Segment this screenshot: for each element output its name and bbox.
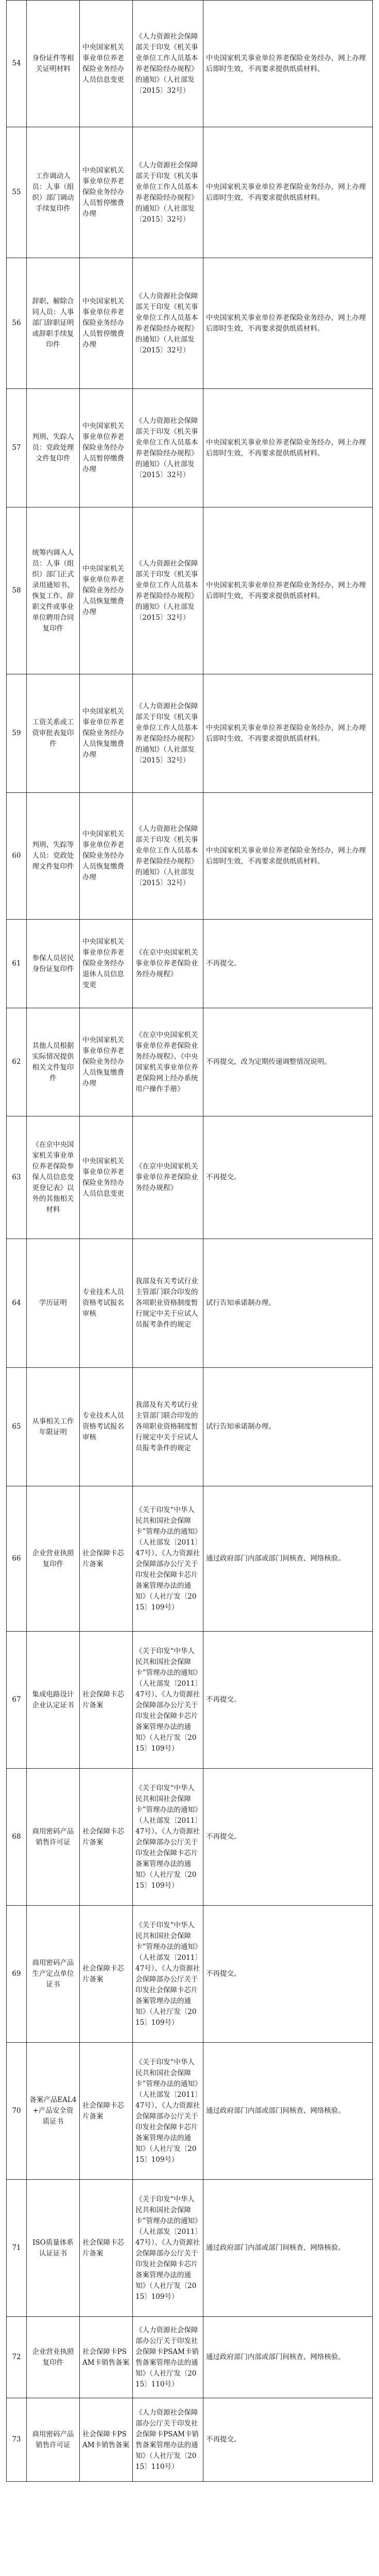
legal-basis-cell: 《在京中央国家机关事业单位养老保险业务经办规程》 [133,1116,203,1239]
handling-method-cell: 不再提交。 [203,1632,373,1769]
row-number-cell: 73 [7,2398,27,2482]
table-row [7,258,373,389]
table-row [7,1,373,127]
material-name-cell: 判刑、失踪等人员：党政处理文件复印件 [27,793,80,920]
service-item-cell: 社会保障卡芯片备案 [80,1486,133,1632]
legal-basis-cell: 《人力资源社会保障部关于印发《机关事业单位工作人员基本养老保险经办规程》的通知》（人社部发〔2015〕32号） [133,793,203,920]
material-name-cell: 参保人员居民身份证复印件 [27,920,80,1008]
material-name-cell: 其他人员根据实际情况提供相关文件复印件 [27,1008,80,1116]
service-item-cell: 社会保障卡芯片备案 [80,1632,133,1769]
service-item-cell: 中央国家机关事业单位养老保险业务经办人员恢复缴费办理 [80,507,133,674]
service-item-cell: 中央国家机关事业单位养老保险业务经办人员信息变更 [80,1116,133,1239]
table-row [7,1769,373,1906]
legal-basis-cell: 《在京中央国家机关事业单位养老保险业务经办规程》 [133,920,203,1008]
service-item-cell: 中央国家机关事业单位养老保险业务经办人员恢复缴费办理 [80,1008,133,1116]
handling-method-cell: 中央国家机关事业单位养老保险业务经办，网上办理后即时生效，不再要求提供纸质材料。 [203,1,373,127]
table-row [7,389,373,507]
row-number-cell: 58 [7,507,27,674]
material-name-cell: 判刑、失踪人员：党政处理文件复印件 [27,389,80,507]
handling-method-cell: 试行告知承诺制办理。 [203,1239,373,1368]
table-row [7,1368,373,1486]
legal-basis-cell: 《人力资源社会保障部关于印发《机关事业单位工作人员基本养老保险经办规程》的通知》（人社部发〔2015〕32号） [133,127,203,258]
handling-method-cell: 中央国家机关事业单位养老保险业务经办，网上办理后即时生效，不再要求提供纸质材料。 [203,674,373,793]
handling-method-cell: 不再提交。 [203,920,373,1008]
legal-basis-cell: 《人力资源社会保障部关于印发《机关事业单位工作人员基本养老保险经办规程》的通知》（人社部发〔2015〕32号） [133,674,203,793]
service-item-cell: 中央国家机关事业单位养老保险业务经办人员暂停缴费办理 [80,258,133,389]
row-number-cell: 55 [7,127,27,258]
row-number-cell: 61 [7,920,27,1008]
table-row [7,1486,373,1632]
row-number-cell: 56 [7,258,27,389]
handling-method-cell: 中央国家机关事业单位养老保险业务经办，网上办理后即时生效，不再要求提供纸质材料。 [203,389,373,507]
row-number-cell: 69 [7,1906,27,2043]
table-row [7,507,373,674]
handling-method-cell: 中央国家机关事业单位养老保险业务经办，网上办理后即时生效，不再要求提供纸质材料。 [203,793,373,920]
row-number-cell: 72 [7,2317,27,2398]
legal-basis-cell: 《人力资源社会保障部办公厅关于印发社会保障卡PSAM卡销售备案管理办法的通知》（人社厅发〔2015〕110号） [133,2398,203,2482]
material-name-cell: 工资关系或工资审批表复印件 [27,674,80,793]
handling-method-cell: 不再提交。 [203,1769,373,1906]
material-name-cell: 统筹内调入人员：人事（组织）部门正式录用通知书、恢复工作、辞职文件或事业单位聘用合同复印件 [27,507,80,674]
material-name-cell: 企业营业执照复印件 [27,2317,80,2398]
legal-basis-cell: 《人力资源社会保障部关于印发《机关事业单位工作人员基本养老保险经办规程》的通知》（人社部发〔2015〕32号） [133,507,203,674]
material-name-cell: 工作调动人员：人事（组织）部门调动手续复印件 [27,127,80,258]
handling-method-cell: 试行告知承诺制办理。 [203,1368,373,1486]
row-number-cell: 70 [7,2043,27,2180]
table-row [7,1116,373,1239]
handling-method-cell: 通过政府部门内部或部门间核查、网络核验。 [203,1486,373,1632]
material-name-cell: 商用密码产品销售许可证 [27,2398,80,2482]
row-number-cell: 60 [7,793,27,920]
handling-method-cell: 不再提交。 [203,1906,373,2043]
service-item-cell: 中央国家机关事业单位养老保险业务经办人员恢复缴费办理 [80,793,133,920]
material-name-cell: ISO质量体系认证证书 [27,2180,80,2317]
legal-basis-cell: 《关于印发“中华人民共和国社会保障卡”管理办法的通知》（人社部发〔2011〕47号）、《人力资源社会保障部办公厅关于印发社会保障卡芯片备案管理办法的通知》（人社厅发〔2015〕109号） [133,2180,203,2317]
materials-table-body [7,1,373,2482]
handling-method-cell: 不再提交。 [203,2398,373,2482]
material-name-cell: 商用密码产品销售许可证 [27,1769,80,1906]
service-item-cell: 中央国家机关事业单位养老保险业务经办人员恢复缴费办理 [80,674,133,793]
service-item-cell: 社会保障卡芯片备案 [80,1769,133,1906]
handling-method-cell: 中央国家机关事业单位养老保险业务经办，网上办理后即时生效，不再要求提供纸质材料。 [203,258,373,389]
table-row [7,1008,373,1116]
row-number-cell: 67 [7,1632,27,1769]
material-name-cell: 商用密码产品生产定点单位证书 [27,1906,80,2043]
materials-table [6,0,373,2482]
row-number-cell: 71 [7,2180,27,2317]
handling-method-cell: 中央国家机关事业单位养老保险业务经办，网上办理后即时生效，不再要求提供纸质材料。 [203,507,373,674]
legal-basis-cell: 《人力资源社会保障部关于印发《机关事业单位工作人员基本养老保险经办规程》的通知》（人社部发〔2015〕32号） [133,258,203,389]
row-number-cell: 62 [7,1008,27,1116]
row-number-cell: 64 [7,1239,27,1368]
legal-basis-cell: 《在京中央国家机关事业单位养老保险业务经办规程》、《中央国家机关事业单位养老保险网上经办系统用户操作手册》 [133,1008,203,1116]
legal-basis-cell: 《关于印发“中华人民共和国社会保障卡”管理办法的通知》（人社部发〔2011〕47号）、《人力资源社会保障部办公厅关于印发社会保障卡芯片备案管理办法的通知》（人社厅发〔2015〕109号） [133,2043,203,2180]
table-row [7,920,373,1008]
table-row [7,674,373,793]
service-item-cell: 社会保障卡PSAM卡销售备案 [80,2398,133,2482]
service-item-cell: 社会保障卡PSAM卡销售备案 [80,2317,133,2398]
service-item-cell: 专业技术人员资格考试报名审核 [80,1239,133,1368]
legal-basis-cell: 《人力资源社会保障部关于印发《机关事业单位工作人员基本养老保险经办规程》的通知》（人社部发〔2015〕32号） [133,1,203,127]
table-row [7,2043,373,2180]
legal-basis-cell: 《关于印发“中华人民共和国社会保障卡”管理办法的通知》（人社部发〔2011〕47号）、《人力资源社会保障部办公厅关于印发社会保障卡芯片备案管理办法的通知》（人社厅发〔2015〕109号） [133,1486,203,1632]
service-item-cell: 中央国家机关事业单位养老保险业务经办人员信息变更 [80,1,133,127]
legal-basis-cell: 我部及有关考试行业主管部门联合印发的各项职业资格制度暂行规定中关于应试人员报考条件的规定 [133,1239,203,1368]
handling-method-cell: 通过政府部门内部或部门间核查、网络核验。 [203,2043,373,2180]
material-name-cell: 企业营业执照复印件 [27,1486,80,1632]
legal-basis-cell: 《关于印发“中华人民共和国社会保障卡”管理办法的通知》（人社部发〔2011〕47号）、《人力资源社会保障部办公厅关于印发社会保障卡芯片备案管理办法的通知》（人社厅发〔2015〕109号） [133,1769,203,1906]
table-row [7,1906,373,2043]
row-number-cell: 68 [7,1769,27,1906]
material-name-cell: 从事相关工作年限证明 [27,1368,80,1486]
service-item-cell: 社会保障卡芯片备案 [80,2043,133,2180]
row-number-cell: 65 [7,1368,27,1486]
row-number-cell: 66 [7,1486,27,1632]
material-name-cell: 学历证明 [27,1239,80,1368]
service-item-cell: 社会保障卡芯片备案 [80,1906,133,2043]
handling-method-cell: 中央国家机关事业单位养老保险业务经办，网上办理后即时生效，不再要求提供纸质材料。 [203,127,373,258]
service-item-cell: 中央国家机关事业单位养老保险业务经办人员暂停缴费办理 [80,389,133,507]
row-number-cell: 63 [7,1116,27,1239]
legal-basis-cell: 《人力资源社会保障部关于印发《机关事业单位工作人员基本养老保险经办规程》的通知》（人社部发〔2015〕32号） [133,389,203,507]
legal-basis-cell: 我部及有关考试行业主管部门联合印发的各项职业资格制度暂行规定中关于应试人员报考条件的规定 [133,1368,203,1486]
handling-method-cell: 不再提交。 [203,1116,373,1239]
table-row [7,127,373,258]
handling-method-cell: 通过政府部门内部或部门间核查、网络核验。 [203,2180,373,2317]
material-name-cell: 备案产品EAL4+产品安全资质证书 [27,2043,80,2180]
table-row [7,2180,373,2317]
service-item-cell: 中央国家机关事业单位养老保险业务经办退休人员信息变更 [80,920,133,1008]
material-name-cell: 身份证件等相关证明材料 [27,1,80,127]
handling-method-cell: 通过政府部门内部或部门间核查、网络核验。 [203,2317,373,2398]
legal-basis-cell: 《人力资源社会保障部办公厅关于印发社会保障卡PSAM卡销售备案管理办法的通知》（人社厅发〔2015〕110号） [133,2317,203,2398]
row-number-cell: 59 [7,674,27,793]
material-name-cell: 辞职、解除合同人员：人事部门辞职证明或辞职手续复印件 [27,258,80,389]
legal-basis-cell: 《关于印发“中华人民共和国社会保障卡”管理办法的通知》（人社部发〔2011〕47号）、《人力资源社会保障部办公厅关于印发社会保障卡芯片备案管理办法的通知》（人社厅发〔2015〕109号） [133,1632,203,1769]
service-item-cell: 社会保障卡芯片备案 [80,2180,133,2317]
material-name-cell: 《在京中央国家机关事业单位养老保险参保人员信息变更登记表》以外的其他相关材料 [27,1116,80,1239]
table-row [7,793,373,920]
material-name-cell: 集成电路设计企业认定证书 [27,1632,80,1769]
table-row [7,2317,373,2398]
service-item-cell: 专业技术人员资格考试报名审核 [80,1368,133,1486]
handling-method-cell: 不再提交，改为定期传递调整情况说明。 [203,1008,373,1116]
table-row [7,1239,373,1368]
legal-basis-cell: 《关于印发“中华人民共和国社会保障卡”管理办法的通知》（人社部发〔2011〕47号）、《人力资源社会保障部办公厅关于印发社会保障卡芯片备案管理办法的通知》（人社厅发〔2015〕109号） [133,1906,203,2043]
service-item-cell: 中央国家机关事业单位养老保险业务经办人员暂停缴费办理 [80,127,133,258]
table-row [7,1632,373,1769]
table-row [7,2398,373,2482]
row-number-cell: 54 [7,1,27,127]
row-number-cell: 57 [7,389,27,507]
